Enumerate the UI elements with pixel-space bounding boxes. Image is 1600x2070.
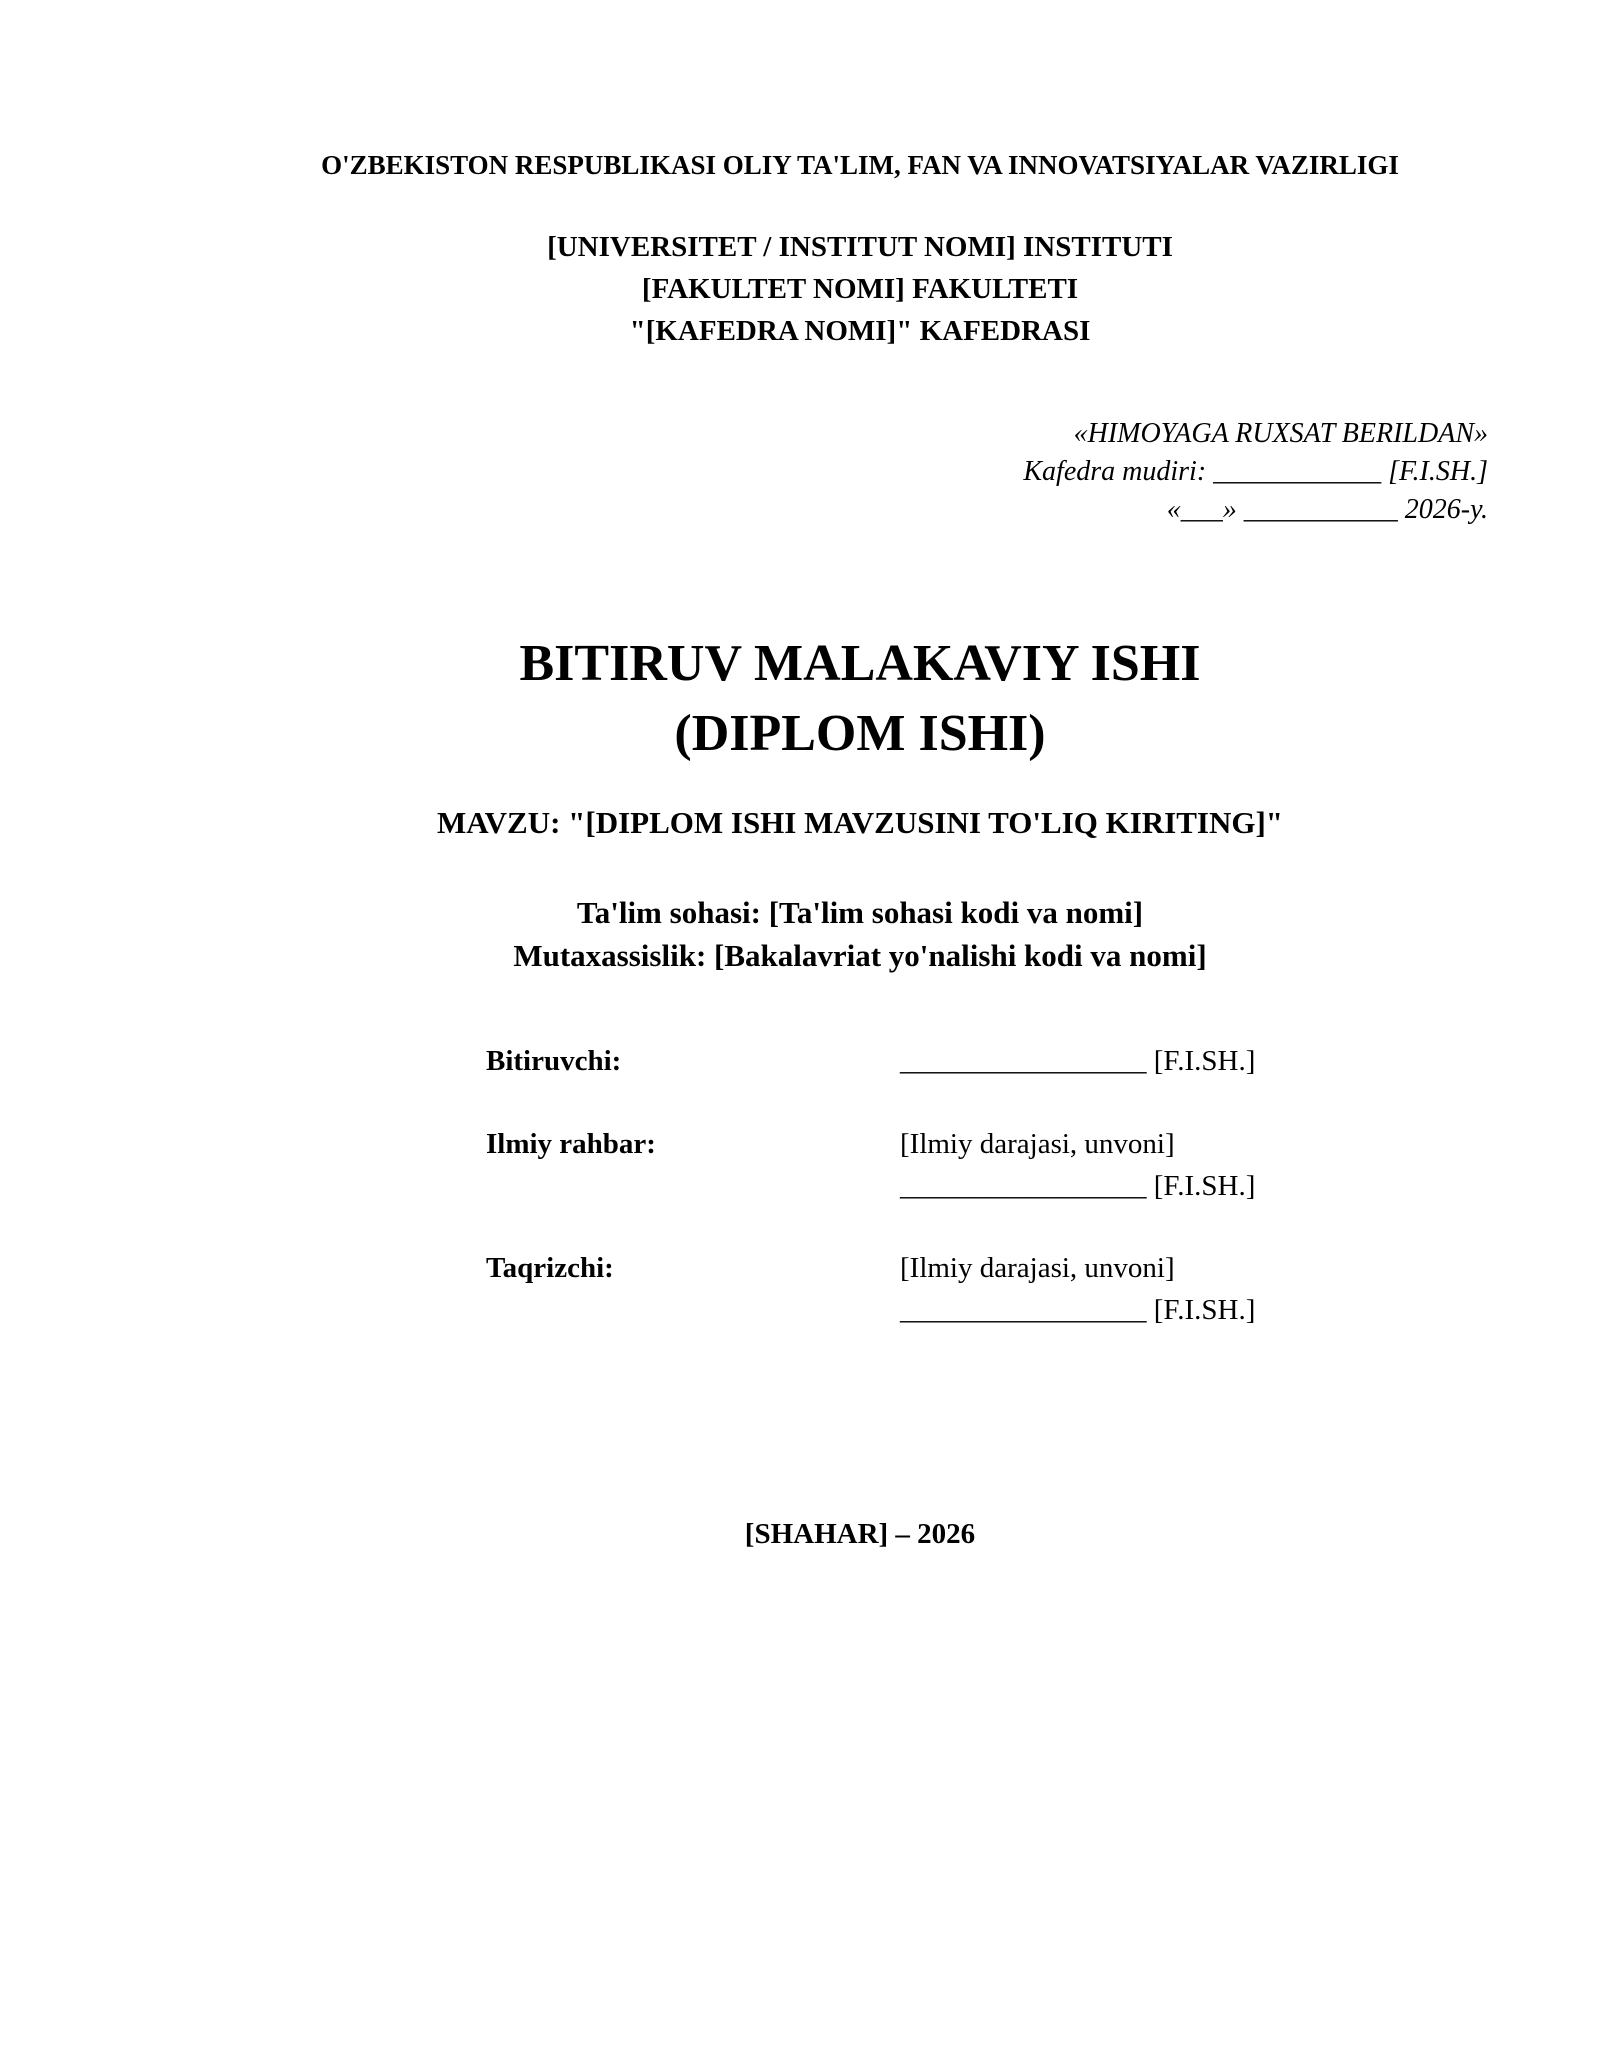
reviewer-signature-line: _________________ [F.I.SH.] (900, 1294, 1256, 1326)
city-year: [SHAHAR] – 2026 (744, 1518, 976, 1550)
approval-date: «___» ___________ 2026-y. (1166, 494, 1488, 525)
graduate-label: Bitiruvchi: (486, 1045, 622, 1077)
ministry-name: O'ZBEKISTON RESPUBLIKASI OLIY TA'LIM, FAN VA INNOVATSIYALAR VAZIRLIGI (321, 150, 1399, 180)
speciality: Mutaxassislik: [Bakalavriat yo'nalishi kodi va nomi] (513, 938, 1207, 973)
advisor-degree: [Ilmiy darajasi, unvoni] (900, 1128, 1175, 1160)
document-title: BITIRUV MALAKAVIY ISHI (519, 635, 1201, 692)
reviewer-degree: [Ilmiy darajasi, unvoni] (900, 1252, 1175, 1284)
document-subtitle: (DIPLOM ISHI) (674, 705, 1046, 762)
university-name: [UNIVERSITET / INSTITUT NOMI] INSTITUTI (547, 231, 1173, 263)
advisor-label: Ilmiy rahbar: (486, 1128, 656, 1160)
department-name: "[KAFEDRA NOMI]" KAFEDRASI (629, 315, 1091, 347)
faculty-name: [FAKULTET NOMI] FAKULTETI (641, 273, 1079, 305)
reviewer-label: Taqrizchi: (486, 1252, 614, 1284)
graduate-signature-line: _________________ [F.I.SH.] (900, 1045, 1256, 1077)
thesis-topic: MAVZU: "[DIPLOM ISHI MAVZUSINI TO'LIQ KIRITING]" (436, 805, 1284, 840)
approval-department-head: Kafedra mudiri: ____________ [F.I.SH.] (1023, 456, 1488, 487)
advisor-signature-line: _________________ [F.I.SH.] (900, 1170, 1256, 1202)
education-field: Ta'lim sohasi: [Ta'lim sohasi kodi va nomi] (576, 895, 1144, 930)
approval-title: «HIMOYAGA RUXSAT BERILDAN» (1073, 418, 1488, 449)
